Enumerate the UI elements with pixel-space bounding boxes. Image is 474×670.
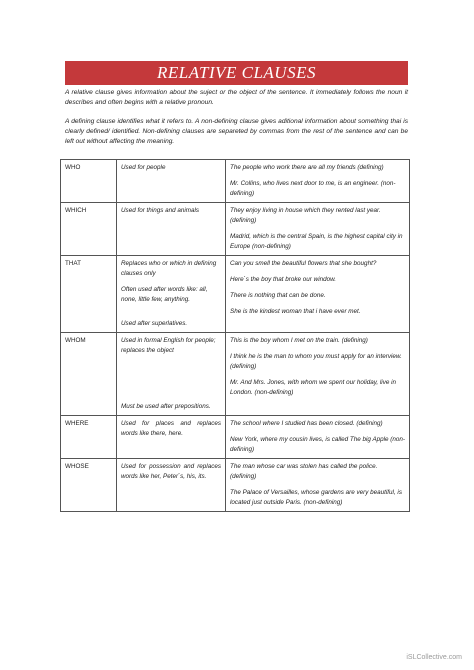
- table-row: [61, 256, 410, 333]
- usage-cell: [117, 416, 226, 459]
- usage-cell: [117, 459, 226, 512]
- example-text: Madrid, which is the central Spain, is the highest capital city in Europe (non-defining): [230, 233, 403, 250]
- usage-text: Replaces who or which in defining clauses only: [121, 260, 217, 277]
- table-row: [61, 333, 410, 416]
- relative-pronoun-table: [60, 159, 410, 512]
- usage-text: Used in formal English for people; replaces the object: [121, 337, 216, 354]
- example-cell: [226, 333, 410, 416]
- example-text: They enjoy living in house which they rented last year. (defining): [230, 207, 381, 224]
- example-text: I think he is the man to whom you must apply for an interview. (defining): [230, 353, 402, 370]
- example-text: She is the kindest woman that i have ever met.: [230, 308, 361, 315]
- intro-paragraph-2: A defining clause identifies what it refers to. A non-defining clause gives aditional information about something thai is clearly defined/ identified. Non-defining clauses are separeted by commas from the rest of the sentence and can be left out without affecting the meaning.: [65, 118, 408, 145]
- example-cell: [226, 416, 410, 459]
- watermark-footer: iSLCollective.com: [406, 654, 462, 661]
- intro-paragraph-1: A relative clause gives information about the suject or the object of the sentence. It immediately follows the noun it describes and often begins with a relative pronoun.: [65, 89, 408, 106]
- usage-cell: [117, 203, 226, 256]
- example-text: The school where I studied has been closed. (defining): [230, 420, 383, 427]
- usage-text: Used for possession and replaces words like her, Peter`s, his, its.: [121, 463, 221, 480]
- example-text: This is the boy whom I met on the train. (defining): [230, 337, 368, 344]
- table-row: [61, 203, 410, 256]
- title-banner: RELATIVE CLAUSES: [65, 61, 408, 85]
- pronoun-cell: WHERE: [61, 416, 117, 459]
- example-text: Mr. And Mrs. Jones, with whom we spent our holiday, live in London. (non-defining): [230, 379, 397, 396]
- pronoun-cell: WHOSE: [61, 459, 117, 512]
- usage-text: Used for things and animals: [121, 207, 200, 214]
- example-cell: [226, 203, 410, 256]
- table-row: [61, 160, 410, 203]
- usage-text: Used for places and replaces words like there, here.: [121, 420, 221, 437]
- pronoun-cell: WHICH: [61, 203, 117, 256]
- usage-text: Often used after words like: all, none, little few, anything.: [121, 286, 208, 303]
- usage-text: Must be used after prepositions.: [121, 403, 211, 410]
- pronoun-cell: THAT: [61, 256, 117, 333]
- usage-text: Used for people: [121, 164, 166, 171]
- example-text: The Palace of Versailles, whose gardens are very beautiful, is located just outside Paris. (non-defining): [230, 489, 402, 506]
- usage-text: Used after superlatives.: [121, 320, 188, 327]
- example-text: There is nothing that can be done.: [230, 292, 326, 299]
- table-row: [61, 459, 410, 512]
- pronoun-cell: WHO: [61, 160, 117, 203]
- usage-cell: [117, 160, 226, 203]
- pronoun-cell: WHOM: [61, 333, 117, 416]
- example-text: Can you smell the beautiful flowers that she bought?: [230, 260, 377, 267]
- example-text: The people who work there are all my friends (defining): [230, 164, 384, 171]
- example-cell: [226, 160, 410, 203]
- example-text: The man whose car was stolen has called the police. (defining): [230, 463, 378, 480]
- example-text: Here`s the boy that broke our window.: [230, 276, 337, 283]
- table-row: [61, 416, 410, 459]
- example-text: New York, where my cousin lives, is called The big Apple (non-defining): [230, 436, 405, 453]
- example-cell: [226, 256, 410, 333]
- example-text: Mr. Collins, who lives next door to me, is an engineer. (non-defining): [230, 180, 396, 197]
- example-cell: [226, 459, 410, 512]
- usage-cell: [117, 333, 226, 416]
- usage-cell: [117, 256, 226, 333]
